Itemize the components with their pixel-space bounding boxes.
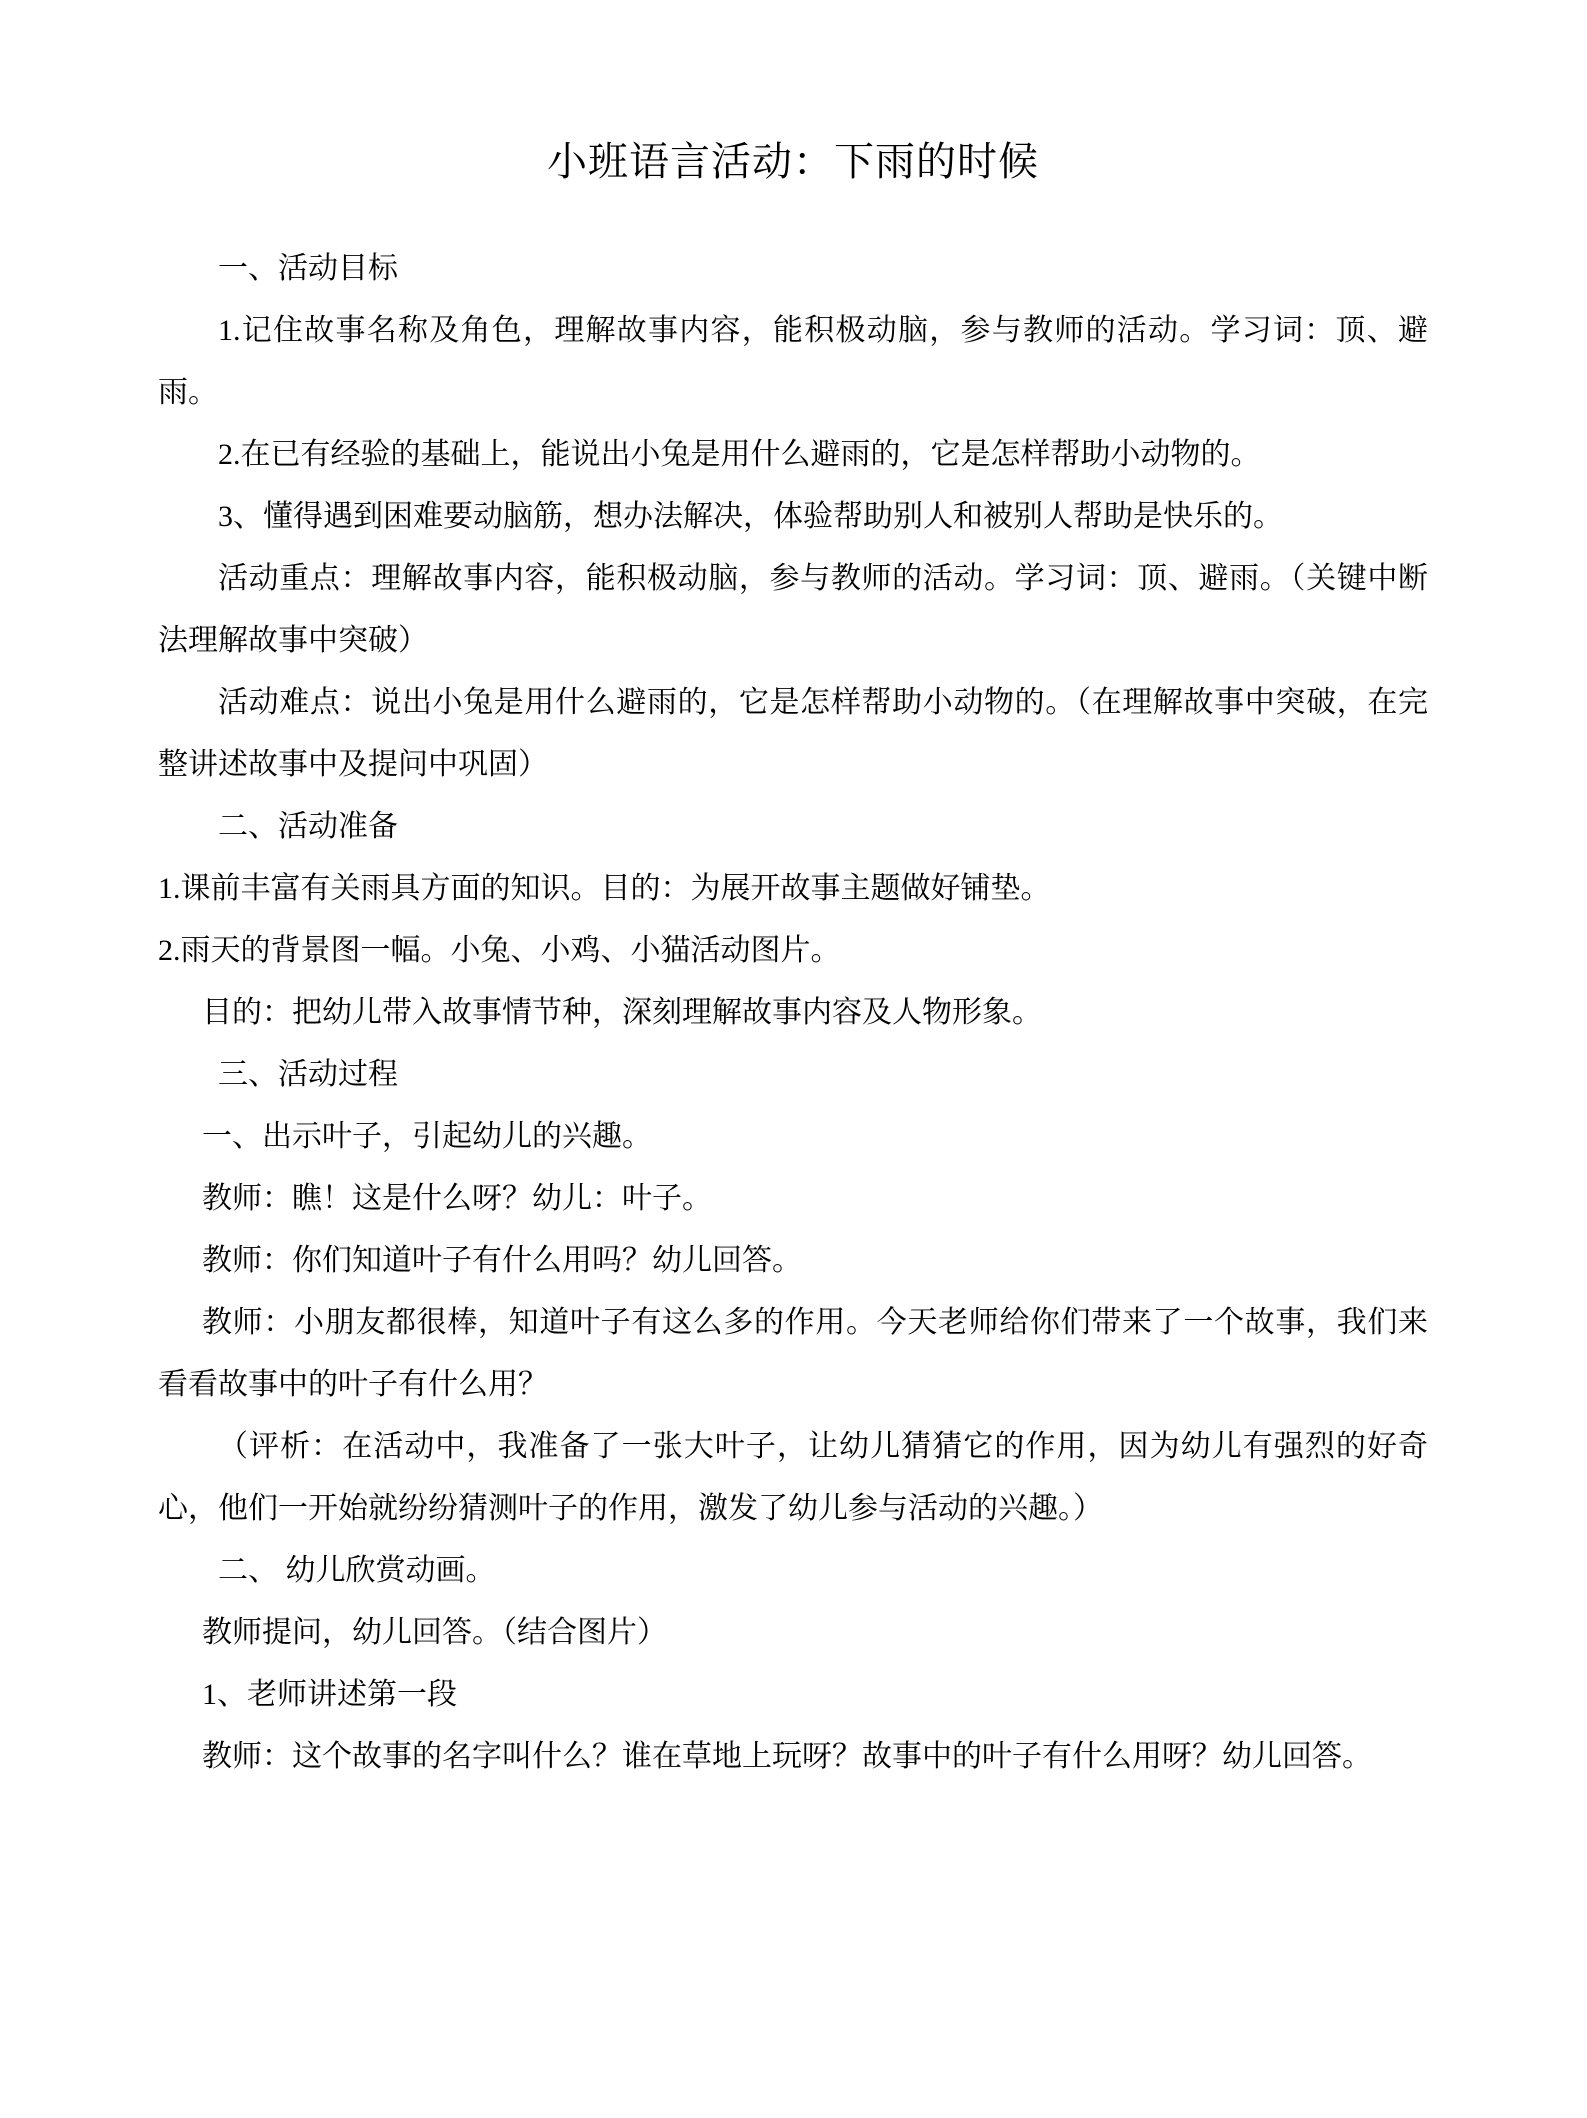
process-step-2-item-1: 1、老师讲述第一段 (202, 1678, 457, 1711)
process-step-2-teacher-1: 教师：这个故事的名字叫什么？谁在草地上玩呀？故事中的叶子有什么用呀？幼儿回答。 (202, 1740, 1372, 1773)
section-heading-activity-prep: 二、活动准备 (218, 810, 398, 843)
goal-item-3: 3、懂得遇到困难要动脑筋，想办法解决，体验帮助别人和被别人帮助是快乐的。 (218, 500, 1283, 533)
process-step-1-heading: 一、出示叶子，引起幼儿的兴趣。 (202, 1120, 652, 1153)
prep-item-1: 1.课前丰富有关雨具方面的知识。目的：为展开故事主题做好铺垫。 (158, 872, 1051, 905)
prep-purpose: 目的：把幼儿带入故事情节种，深刻理解故事内容及人物形象。 (202, 996, 1042, 1029)
document-body (158, 238, 1428, 1788)
goal-item-1: 1.记住故事名称及角色，理解故事内容，能积极动脑，参与教师的活动。学习词：顶、避雨。 (158, 314, 1428, 409)
teacher-dialogue-2: 教师：你们知道叶子有什么用吗？幼儿回答。 (202, 1244, 802, 1277)
activity-key-point: 活动重点：理解故事内容，能积极动脑，参与教师的活动。学习词：顶、避雨。（关键中断法理解故事中突破） (158, 562, 1428, 657)
page-title: 小班语言活动：下雨的时候 (547, 139, 1039, 184)
activity-difficult-point: 活动难点：说出小兔是用什么避雨的，它是怎样帮助小动物的。（在理解故事中突破，在完整讲述故事中及提问中巩固） (158, 686, 1428, 781)
commentary-note-1: （评析：在活动中，我准备了一张大叶子，让幼儿猜猜它的作用，因为幼儿有强烈的好奇心，他们一开始就纷纷猜测叶子的作用，激发了幼儿参与活动的兴趣。） (158, 1430, 1428, 1525)
section-heading-activity-goals: 一、活动目标 (218, 252, 398, 285)
process-step-2-heading: 二、 幼儿欣赏动画。 (218, 1554, 496, 1587)
teacher-dialogue-1: 教师：瞧！这是什么呀？幼儿：叶子。 (202, 1182, 712, 1215)
goal-item-2: 2.在已有经验的基础上，能说出小兔是用什么避雨的，它是怎样帮助小动物的。 (218, 438, 1261, 471)
prep-item-2: 2.雨天的背景图一幅。小兔、小鸡、小猫活动图片。 (158, 934, 841, 967)
section-heading-activity-process: 三、活动过程 (218, 1058, 398, 1091)
document-content (158, 0, 1428, 1788)
process-step-2-line-1: 教师提问，幼儿回答。（结合图片） (202, 1616, 667, 1649)
teacher-dialogue-3: 教师：小朋友都很棒，知道叶子有这么多的作用。今天老师给你们带来了一个故事，我们来看看故事中的叶子有什么用？ (158, 1306, 1428, 1401)
